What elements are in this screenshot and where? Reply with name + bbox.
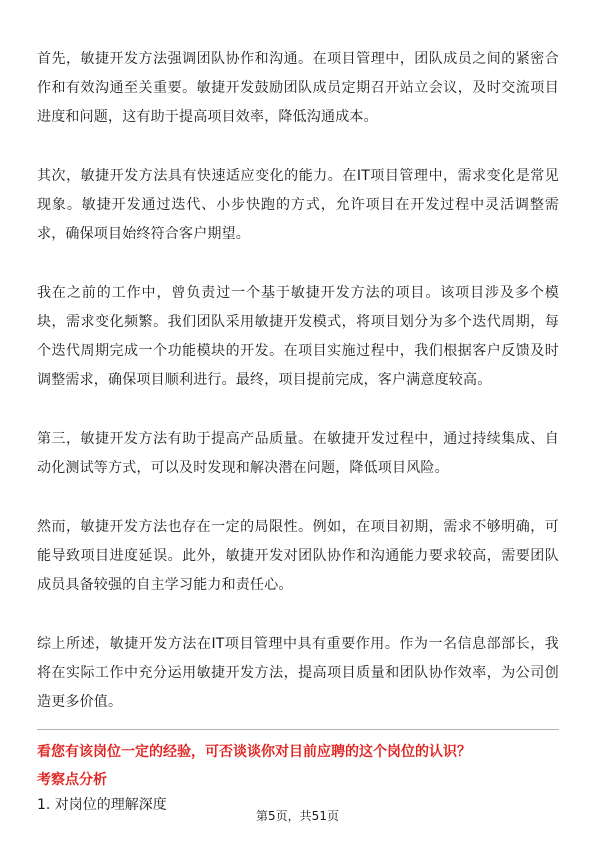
document-body <box>37 45 559 816</box>
analysis-item: 1. 对岗位的理解深度 <box>37 797 167 813</box>
paragraph-conclusion: 综上所述，敏捷开发方法在IT项目管理中具有重要作用。作为一名信息部部长，我将在实际工作中充分运用敏捷开发方法，提高项目质量和团队协作效率，为公司创造更多价值。 <box>37 636 559 710</box>
paragraph-quality: 第三，敏捷开发方法有助于提高产品质量。在敏捷开发过程中，通过持续集成、自动化测试等方式，可以及时发现和解决潜在问题，降低项目风险。 <box>37 431 559 476</box>
section-divider <box>37 729 559 730</box>
interview-question: 看您有该岗位一定的经验，可否谈谈你对目前应聘的这个岗位的认识？ <box>37 744 471 760</box>
page-number: 第5页，共51页 <box>256 809 339 823</box>
paragraph-experience: 我在之前的工作中，曾负责过一个基于敏捷开发方法的项目。该项目涉及多个模块，需求变化频繁。我们团队采用敏捷开发模式，将项目划分为多个迭代周期，每个迭代周期完成一个功能模块的开发。在项目实施过程中，我们根据客户反馈及时调整需求，确保项目顺利进行。最终，项目提前完成，客户满意度较高。 <box>37 285 559 388</box>
analysis-heading: 考察点分析 <box>37 772 107 788</box>
paragraph-limitations: 然而，敏捷开发方法也存在一定的局限性。例如，在项目初期，需求不够明确，可能导致项目进度延误。此外，敏捷开发对团队协作和沟通能力要求较高，需要团队成员具备较强的自主学习能力和责任心。 <box>37 519 559 593</box>
paragraph-adaptability: 其次，敏捷开发方法具有快速适应变化的能力。在IT项目管理中，需求变化是常见现象。敏捷开发通过迭代、小步快跑的方式，允许项目在开发过程中灵活调整需求，确保项目始终符合客户期望。 <box>37 168 559 242</box>
paragraph-teamwork: 首先，敏捷开发方法强调团队协作和沟通。在项目管理中，团队成员之间的紧密合作和有效沟通至关重要。敏捷开发鼓励团队成员定期召开站立会议，及时交流项目进度和问题，这有助于提高项目效率，降低沟通成本。 <box>37 51 559 125</box>
